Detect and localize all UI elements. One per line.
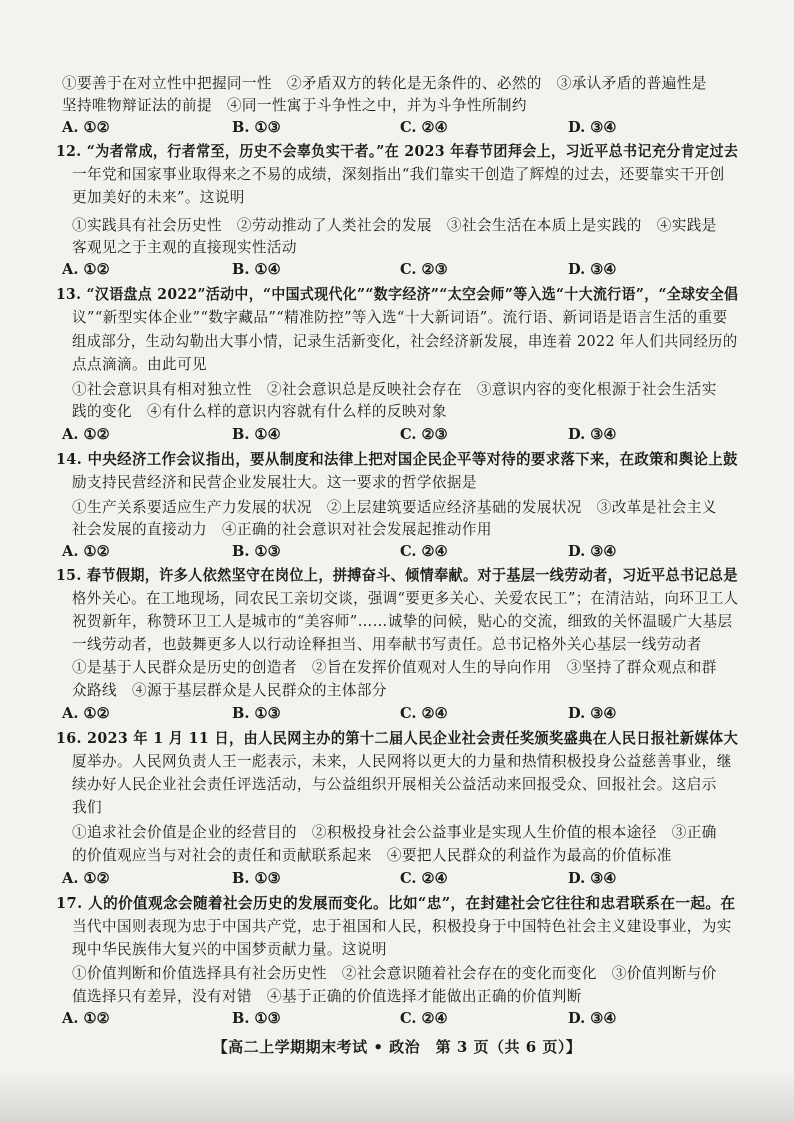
q16-choice-1: ①追求社会价值是企业的经营目的 ②积极投身社会公益事业是实现人生价值的根本途径 ③正确 (72, 824, 717, 841)
q16-option-d: D. ③④ (568, 870, 617, 887)
q17-option-d: D. ③④ (568, 1010, 617, 1027)
q17-option-a: A. ①② (62, 1010, 110, 1027)
q12-stem-1: 12. “为者常成，行者常至，历史不会辜负实干者。”在 2023 年春节团拜会上，习近平总书记充分肯定过去 (56, 143, 739, 160)
q14-choice-1: ①生产关系要适应生产力发展的状况 ②上层建筑要适应经济基础的发展状况 ③改革是社会主义 (72, 499, 717, 516)
q12-option-b: B. ①④ (232, 261, 281, 278)
q14-option-a: A. ①② (62, 543, 110, 560)
q11-option-a: A. ①② (62, 119, 110, 136)
q13-option-d: D. ③④ (568, 426, 617, 443)
q12-option-a: A. ①② (62, 261, 110, 278)
q17-stem-2: 当代中国则表现为忠于中国共产党，忠于祖国和人民，积极投身于中国特色社会主义建设事业，为实 (72, 918, 732, 935)
q12-choice-2: 客观见之于主观的直接现实性活动 (72, 239, 297, 256)
page-footer: 【高二上学期期末考试 • 政治 第 3 页（共 6 页）】 (212, 1038, 582, 1056)
q13-choice-1: ①社会意识具有相对独立性 ②社会意识总是反映社会存在 ③意识内容的变化根源于社会生活实 (72, 381, 717, 398)
q14-option-d: D. ③④ (568, 543, 617, 560)
q13-stem-2: 议”“新型实体企业”“数字藏品”“精准防控”等入选“十大新词语”。流行语、新词语是语言生活的重要 (72, 309, 728, 326)
q12-stem-3: 更加美好的未来”。这说明 (72, 189, 245, 206)
q15-option-d: D. ③④ (568, 705, 617, 722)
q13-stem-1: 13. “汉语盘点 2022”活动中，“中国式现代化”“数字经济”“太空会师”等入选“十大流行语”，“全球安全倡 (56, 286, 739, 303)
q14-option-c: C. ②④ (400, 543, 448, 560)
q16-option-c: C. ②④ (400, 870, 448, 887)
q12-option-d: D. ③④ (568, 261, 617, 278)
q16-option-a: A. ①② (62, 870, 110, 887)
q15-option-b: B. ①③ (232, 705, 281, 722)
q11-line-2: 坚持唯物辩证法的前提 ④同一性寓于斗争性之中，并为斗争性所制约 (62, 97, 527, 114)
q12-option-c: C. ②③ (400, 261, 448, 278)
q15-stem-4: 一线劳动者，也鼓舞更多人以行动诠释担当、用奉献书写责任。总书记格外关心基层一线劳动者 (72, 636, 702, 653)
q11-option-d: D. ③④ (568, 119, 617, 136)
q13-stem-4: 点点滴滴。由此可见 (72, 356, 207, 373)
q13-option-a: A. ①② (62, 426, 110, 443)
q15-stem-1: 15. 春节假期，许多人依然坚守在岗位上，拼搏奋斗、倾情奉献。对于基层一线劳动者，习近平总书记总是 (56, 567, 738, 584)
q15-stem-2: 格外关心。在工地现场，同农民工亲切交谈，强调“要更多关心、关爱农民工”；在清洁站，向环卫工人 (72, 590, 739, 607)
q12-choice-1: ①实践具有社会历史性 ②劳动推动了人类社会的发展 ③社会生活在本质上是实践的 ④实践是 (72, 217, 717, 234)
q16-stem-1: 16. 2023 年 1 月 11 日，由人民网主办的第十二届人民企业社会责任奖颁奖盛典在人民日报社新媒体大 (56, 730, 739, 747)
q17-option-b: B. ①③ (232, 1010, 281, 1027)
q15-choice-2: 众路线 ④源于基层群众是人民群众的主体部分 (72, 682, 387, 699)
q16-stem-3: 续办好人民企业社会责任评选活动，与公益组织开展相关公益活动来回报受众、回报社会。这启示 (72, 776, 717, 793)
q16-stem-4: 我们 (72, 799, 102, 816)
q15-choice-1: ①是基于人民群众是历史的创造者 ②旨在发挥价值观对人生的导向作用 ③坚持了群众观点和群 (72, 659, 717, 676)
q15-option-a: A. ①② (62, 705, 110, 722)
q14-option-b: B. ①③ (232, 543, 281, 560)
q16-option-b: B. ①③ (232, 870, 281, 887)
q13-option-b: B. ①④ (232, 426, 281, 443)
q16-stem-2: 厦举办。人民网负责人王一彪表示，未来，人民网将以更大的力量和热情积极投身公益慈善事业，继 (72, 753, 732, 770)
q14-stem-2: 励支持民营经济和民营企业发展壮大。这一要求的哲学依据是 (72, 474, 477, 491)
q17-stem-3: 现中华民族伟大复兴的中国梦贡献力量。这说明 (72, 941, 387, 958)
q17-stem-1: 17. 人的价值观念会随着社会历史的发展而变化。比如“忠”，在封建社会它往往和忠君联系在一起。在 (56, 895, 736, 912)
q13-option-c: C. ②③ (400, 426, 448, 443)
q11-option-b: B. ①③ (232, 119, 281, 136)
q12-stem-2: 一年党和国家事业取得来之不易的成绩，深刻指出“我们靠实干创造了辉煌的过去，还要靠实干开创 (72, 166, 725, 183)
q11-option-c: C. ②④ (400, 119, 448, 136)
q17-option-c: C. ②④ (400, 1010, 448, 1027)
q17-choice-1: ①价值判断和价值选择具有社会历史性 ②社会意识随着社会存在的变化而变化 ③价值判断与价 (72, 965, 717, 982)
q13-stem-3: 组成部分，生动勾勒出大事小情，记录生活新变化，社会经济新发展，串连着 2022 年人们共同经历的 (72, 333, 738, 350)
q14-choice-2: 社会发展的直接动力 ④正确的社会意识对社会发展起推动作用 (72, 521, 492, 538)
q15-stem-3: 祝贺新年，称赞环卫工人是城市的“美容师”……诚挚的问候，贴心的交流，细致的关怀温暖广大基层 (72, 613, 733, 630)
scan-shadow (0, 1070, 794, 1122)
q13-choice-2: 践的变化 ④有什么样的意识内容就有什么样的反映对象 (72, 403, 447, 420)
q11-line-1: ①要善于在对立性中把握同一性 ②矛盾双方的转化是无条件的、必然的 ③承认矛盾的普遍性是 (62, 75, 707, 92)
q14-stem-1: 14. 中央经济工作会议指出，要从制度和法律上把对国企民企平等对待的要求落下来，在政策和舆论上鼓 (56, 451, 738, 468)
q16-choice-2: 的价值观应当与对社会的责任和贡献联系起来 ④要把人民群众的利益作为最高的价值标准 (72, 847, 672, 864)
q17-choice-2: 值选择只有差异，没有对错 ④基于正确的价值选择才能做出正确的价值判断 (72, 988, 582, 1005)
q15-option-c: C. ②④ (400, 705, 448, 722)
